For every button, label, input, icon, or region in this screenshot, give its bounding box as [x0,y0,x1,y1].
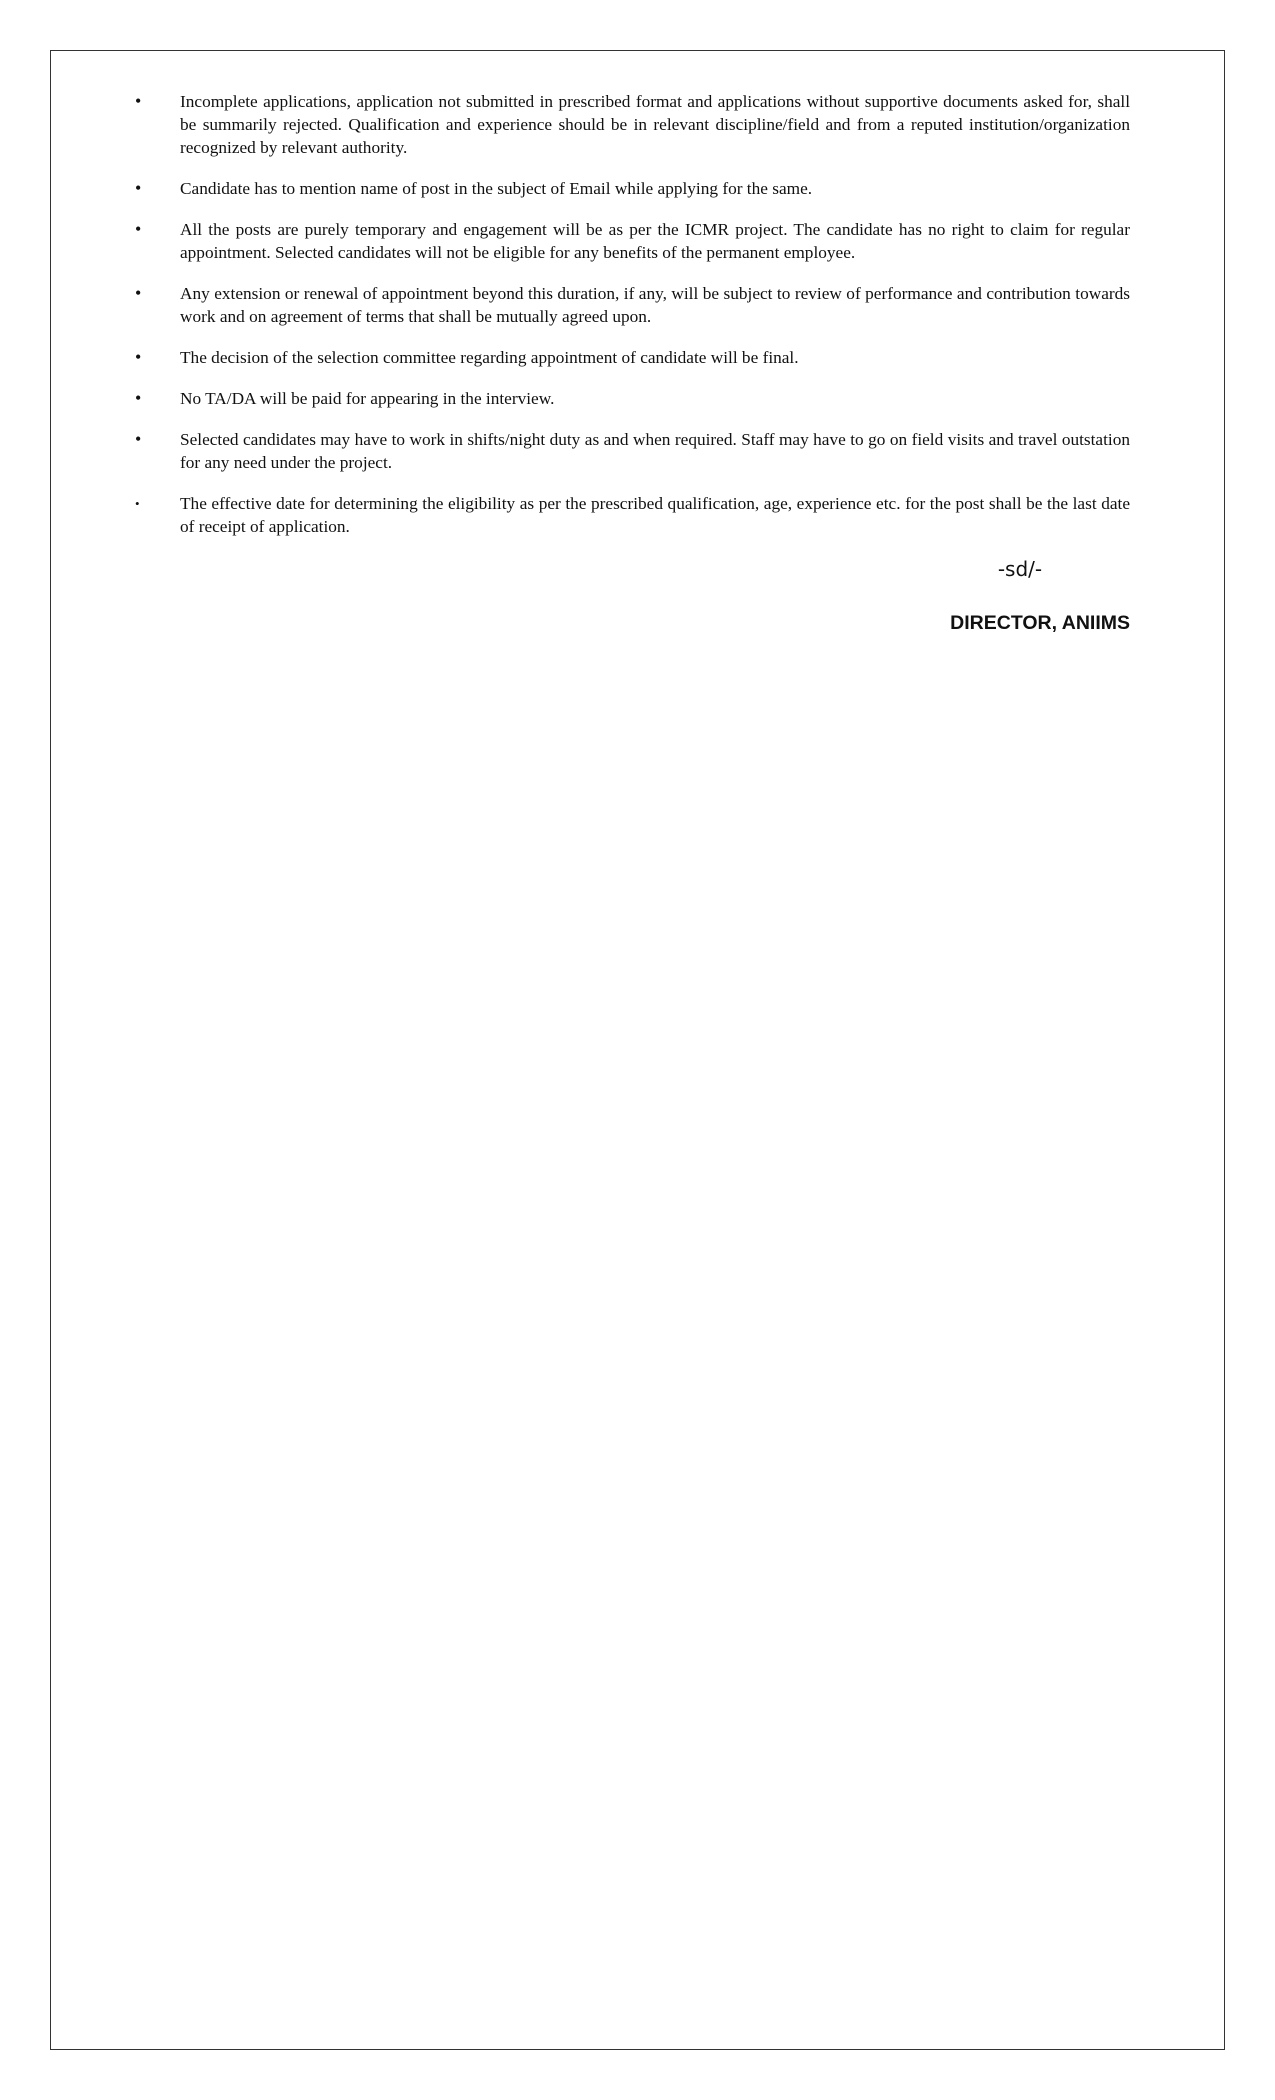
list-item: • The effective date for determining the eligibility as per the prescribed qualification, age, experience etc. for the post shall be the last date of receipt of application. [135,492,1130,538]
list-item: • Selected candidates may have to work in shifts/night duty as and when required. Staff may have to go on field visits and travel outstation for any need under the project. [135,428,1130,474]
list-item: • No TA/DA will be paid for appearing in the interview. [135,387,1130,410]
signatory-title: DIRECTOR, ANIIMS [950,612,1130,634]
list-item: • Candidate has to mention name of post in the subject of Email while applying for the same. [135,177,1130,200]
list-item: • Incomplete applications, application not submitted in prescribed format and applications without supportive documents asked for, shall be summarily rejected. Qualification and experience should be in relevant discipline/field and from a reputed institution/organization recognized by relevant authority. [135,90,1130,159]
list-item: • The decision of the selection committee regarding appointment of candidate will be final. [135,346,1130,369]
signature: -sd/- [997,557,1043,581]
list-item: • Any extension or renewal of appointment beyond this duration, if any, will be subject to review of performance and contribution towards work and on agreement of terms that shall be mutually agreed upon. [135,282,1130,328]
instructions-list [135,90,1130,556]
list-item: • All the posts are purely temporary and engagement will be as per the ICMR project. The candidate has no right to claim for regular appointment. Selected candidates will not be eligible for any benefits of the permanent employee. [135,218,1130,264]
